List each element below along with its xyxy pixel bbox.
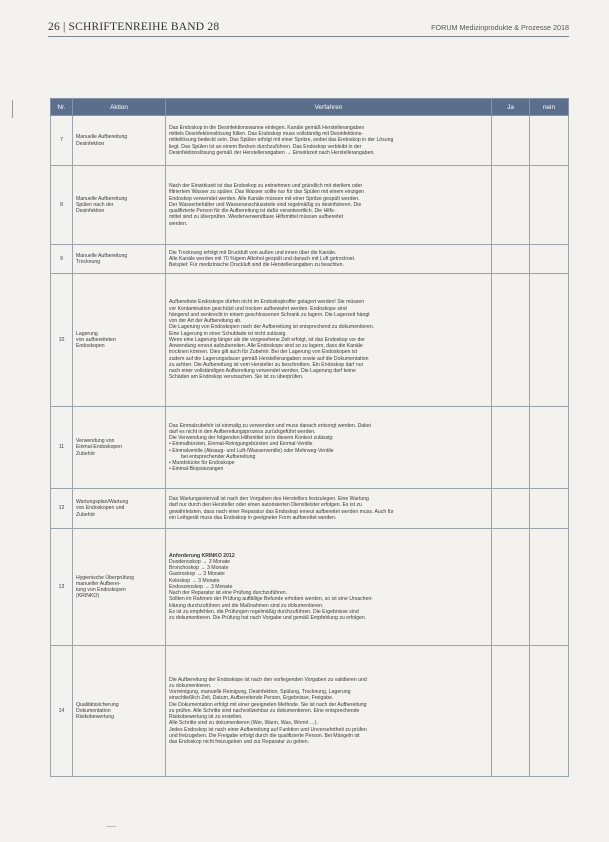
checkbox-ja[interactable] — [492, 489, 530, 529]
procedure-line: zudem auf die Lagerungsdauer gemäß Herstellerangaben sowie auf die Dokumentation — [169, 355, 369, 362]
procedure-line: Anwendung erneut aufzubereiten. Alle Endoskope sind so zu lagern, dass die Kanäle — [169, 343, 363, 350]
procedure-line: Der Wasserbehälter und Wasseranschlussteile sind regelmäßig zu desinfizieren. Die — [169, 201, 362, 208]
action-cell — [73, 489, 166, 529]
header-publication: FORUM Medizinprodukte & Prozesse 2018 — [431, 23, 569, 32]
checkbox-ja[interactable] — [492, 116, 530, 166]
procedure-line: Bronchoskop → 3 Monate — [169, 565, 229, 572]
checkbox-nein[interactable] — [530, 529, 569, 646]
action-line: Desinfektion — [76, 140, 105, 147]
procedure-line: Jedes Endoskop ist nach einer Aufbereitung auf Funktion und Unversehrtheit zu prüfen — [169, 726, 367, 733]
action-cell — [73, 407, 166, 489]
row-number: 11 — [51, 407, 73, 489]
col-header-aktion: Aktion — [73, 99, 166, 116]
procedure-line: Eine Lagerung in einer Schublade ist nicht zulässig. — [169, 330, 287, 337]
procedure-line: Die Aufbereitung der Endoskope ist nach den vorliegenden Vorgaben zu validieren und — [169, 676, 367, 683]
table-row — [51, 489, 569, 529]
procedure-line: und freizugeben. Die Freigabe erfolgt durch die qualifizierte Person. Bei Mängeln ist — [169, 732, 360, 739]
procedure-line: • Mundstücke für Endoskope — [169, 460, 235, 466]
procedure-cell — [166, 116, 492, 166]
row-number: 7 — [51, 116, 73, 166]
procedure-line: Gastroskop → 3 Monate — [169, 571, 225, 578]
checkbox-ja[interactable] — [492, 166, 530, 245]
action-line: Desinfektion — [76, 208, 105, 215]
procedure-line: trocknen können. Dies gilt auch für Zubehör. Bei der Lagerung von Endoskopen ist — [169, 349, 358, 356]
procedure-line: filtriertem Wasser zu spülen. Das Wasser sollte nur für das Spülen mit einem einzigen — [169, 189, 365, 196]
procedure-line: zu achten. Die Aufbereitung ist vom Hersteller zu beschreiben. Ein Endoskop darf nur — [169, 361, 364, 368]
procedure-line: • Einmalventile (Absaug- und Luft-/Wasserventile) oder Mehrweg-Ventile — [169, 447, 334, 454]
footer-mark — [106, 826, 116, 827]
procedure-heading: Anforderung KRINKO 2012 — [169, 552, 235, 559]
procedure-cell — [166, 407, 492, 489]
action-line: manueller Aufberei- — [76, 580, 121, 587]
row-number: 9 — [51, 245, 73, 274]
col-header-nr: Nr. — [51, 99, 73, 116]
action-line: tung von Endoskopen — [76, 587, 126, 593]
checkbox-nein[interactable] — [530, 274, 569, 407]
procedure-line: Nach der Einwirkzeit ist das Endoskop zu entnehmen und gründlich mit sterilem oder — [169, 183, 363, 190]
action-line: Manuelle Aufbereitung — [76, 195, 128, 202]
procedure-line: qualifizierte Person für die Aufbereitung ist dafür verantwortlich. Die Hilfs- — [169, 208, 336, 215]
procedure-line: zu dokumentieren. Die Prüfung hat nach Vorgabe und gemäß Empfehlung zu erfolgen. — [169, 615, 367, 622]
page-header — [48, 22, 569, 37]
action-cell — [73, 245, 166, 274]
procedure-line: • Einmalbürsten, Einmal-Reinigungsbürsten und Einmal-Ventile — [169, 441, 313, 448]
action-line: Manuelle Aufbereitung — [76, 134, 128, 141]
header-series-title: 26 | SCHRIFTENREIHE BAND 28 — [48, 21, 220, 33]
procedure-line: Es ist zu empfehlen, die Prüfungen regelmäßig durchzuführen. Die Ergebnisse sind — [169, 608, 359, 615]
action-cell — [73, 646, 166, 777]
col-header-nein: nein — [530, 99, 569, 116]
procedure-line: zu prüfen. Alle Schritte sind nachvollziehbar zu dokumentieren. Eine entsprechende — [169, 707, 360, 714]
action-line: Lagerung — [76, 330, 98, 337]
procedure-line: Alle Schritte sind zu dokumentieren (Wer, Wann, Was, Womit …). — [169, 720, 318, 727]
procedure-line: ein Leihgerät muss das Endoskop in geeigneter Form aufbereitet werden. — [169, 514, 337, 521]
checkbox-ja[interactable] — [492, 245, 530, 274]
action-line: Spülen nach der — [76, 201, 114, 208]
table-row — [51, 274, 569, 407]
procedure-line: • Einmal-Biopsiezangen — [169, 466, 224, 473]
procedure-table — [50, 98, 569, 777]
checkbox-nein[interactable] — [530, 407, 569, 489]
table-header-row — [51, 99, 569, 116]
row-number: 12 — [51, 489, 73, 529]
procedure-line: Das Endoskop in die Desinfektionswanne einlegen. Kanäle gemäß Herstellerangaben — [169, 124, 365, 131]
checkbox-ja[interactable] — [492, 274, 530, 407]
procedure-line: Risikobewertung ist zu erstellen. — [169, 714, 243, 721]
procedure-line: darf es nicht in den Aufbereitungsprozess zurückgeführt werden. — [169, 428, 316, 435]
checkbox-nein[interactable] — [530, 489, 569, 529]
procedure-line: Endoskop verwendet werden. Alle Kanäle müssen mit einer Spritze gespült werden. — [169, 195, 360, 202]
procedure-line: mittellösung bedeckt sein. Das Spülen erfolgt mit einer Spritze, wobei das Endoskop in der Lösung — [169, 137, 394, 144]
procedure-line: darf nur durch den Hersteller oder einen autorisierten Dienstleister erfolgen. Es ist zu — [169, 502, 362, 509]
procedure-line: mittels Desinfektionslösung füllen. Das Endoskop muss vollständig mit Desinfektions- — [169, 131, 364, 138]
row-number: 8 — [51, 166, 73, 245]
action-line: (KRINKO) — [76, 593, 100, 600]
table-row — [51, 245, 569, 274]
procedure-cell — [166, 646, 492, 777]
action-line: Endoskopen — [76, 343, 105, 350]
procedure-line: werden. — [169, 220, 188, 227]
procedure-line: Desinfektionslösung gemäß der Herstellerangaben → Einwirkzeit nach Herstellerangaben. — [169, 149, 375, 156]
procedure-line: Schäden am Endoskop verursachen. Sie ist zu überprüfen. — [169, 374, 304, 381]
procedure-line: Duodenoskop → 3 Monate — [169, 558, 231, 565]
action-line: Manuelle Aufbereitung — [76, 252, 128, 259]
action-line: Verwendung von — [76, 438, 115, 445]
procedure-cell — [166, 489, 492, 529]
action-cell — [73, 529, 166, 646]
procedure-line: Das Wartungsintervall ist nach den Vorgaben des Herstellers festzulegen. Eine Wartung — [169, 496, 369, 502]
procedure-line: einschließlich Zeit, Datum, Aufbereitende Person, Ergebnisse, Freigabe. — [169, 695, 334, 702]
action-line: Zubehör — [76, 511, 96, 518]
procedure-line: Das Einmalzubehör ist einmalig zu verwenden und muss danach entsorgt werden. Dabei — [169, 422, 372, 429]
action-line: Hygienische Überprüfung — [76, 574, 135, 581]
margin-mark — [12, 100, 13, 118]
procedure-line: Wenn eine Lagerung länger als die vorgesehene Zeit erfolgt, ist das Endoskop vor der — [169, 336, 365, 343]
checkbox-nein[interactable] — [530, 245, 569, 274]
checkbox-nein[interactable] — [530, 166, 569, 245]
procedure-line: hängend und senkrecht in einem geschlossenen Schrank zu lagern. Die Lagerzeit hängt — [169, 311, 370, 318]
table-row — [51, 166, 569, 245]
checkbox-ja[interactable] — [492, 529, 530, 646]
procedure-line: Sollten im Rahmen der Prüfung auffällige Befunde erhoben werden, so ist eine Ursachen- — [169, 596, 373, 603]
action-line: Wartungsplan/Wartung — [76, 499, 129, 506]
table-row — [51, 529, 569, 646]
col-header-verfahren: Verfahren — [166, 99, 492, 116]
procedure-cell — [166, 245, 492, 274]
action-line: Trocknung — [76, 259, 101, 265]
procedure-cell — [166, 166, 492, 245]
action-line: Dokumentation — [76, 707, 111, 714]
table-row — [51, 646, 569, 777]
procedure-line: Die Verwendung der folgenden Hilfsmittel ist in diesem Kontext zulässig: — [169, 435, 334, 441]
action-line: Qualitätssicherung — [76, 701, 119, 708]
procedure-cell — [166, 529, 492, 646]
checkbox-ja[interactable] — [492, 646, 530, 777]
procedure-line: Vorreinigung, manuelle Reinigung, Desinfektion, Spülung, Trocknung, Lagerung — [169, 689, 351, 696]
action-cell — [73, 274, 166, 407]
checkbox-nein[interactable] — [530, 646, 569, 777]
procedure-line: mittel sind zu überprüfen. Wiederverwendbare Hilfsmittel müssen aufbereitet — [169, 214, 344, 221]
action-line: Zubehör — [76, 450, 96, 457]
checkbox-ja[interactable] — [492, 407, 530, 489]
row-number: 14 — [51, 646, 73, 777]
action-line: von aufbereiteten — [76, 336, 116, 343]
table-row — [51, 116, 569, 166]
row-number: 10 — [51, 274, 73, 407]
procedure-line: von der Art der Aufbereitung ab. — [169, 318, 242, 325]
procedure-line: Beispiel: Für medizinische Druckluft sind die Herstellerangaben zu beachten. — [169, 262, 344, 269]
procedure-line: Aufbereitete Endoskope dürfen nicht im Endoskopkoffer gelagert werden! Sie müssen — [169, 299, 365, 306]
procedure-line: Die Lagerung von Endoskopen nach der Aufbereitung ist entsprechend zu dokumentieren. — [169, 324, 375, 331]
procedure-line: Endosonoskop → 3 Monate — [169, 583, 233, 590]
table-body — [51, 116, 569, 777]
row-number: 13 — [51, 529, 73, 646]
procedure-line: vor Kontamination geschützt und trocken aufbewahrt werden. Endoskope sind — [169, 305, 347, 312]
procedure-line: liegt. Das Spülen ist an einem Becken durchzuführen. Das Endoskop verbleibt in der — [169, 143, 362, 150]
action-cell — [73, 116, 166, 166]
action-cell — [73, 166, 166, 245]
col-header-ja: Ja — [492, 99, 530, 116]
procedure-line: zu dokumentieren. — [169, 682, 212, 689]
procedure-line: gewährleisten, dass nach einer Reparatur das Endoskop erneut aufbereitet werden muss. Auch für — [169, 508, 394, 515]
procedure-line: Die Trocknung erfolgt mit Druckluft von außen und innen über die Kanäle. — [169, 249, 337, 256]
procedure-cell — [166, 274, 492, 407]
action-line: von Endoskopen und — [76, 505, 125, 512]
procedure-line: klärung durchzuführen und die Maßnahmen sind zu dokumentieren. — [169, 602, 324, 609]
procedure-line: Alle Kanäle werden mit 70 %igem Alkohol gespült und danach mit Luft getrocknet. — [169, 255, 356, 262]
procedure-line: bei entsprechender Aufbereitung — [181, 453, 256, 460]
procedure-line: nach einer vollständigen Aufbereitung verwendet werden. Die Lagerung darf keine — [169, 368, 356, 375]
checkbox-nein[interactable] — [530, 116, 569, 166]
action-line: Einmal-Endoskopen — [76, 444, 123, 451]
table-row — [51, 407, 569, 489]
procedure-line: das Endoskop nicht freizugeben und zur Reparatur zu geben. — [169, 739, 310, 746]
action-line: Risikobewertung — [76, 714, 115, 721]
procedure-line: Nach der Reparatur ist eine Prüfung durchzuführen. — [169, 590, 288, 597]
procedure-line: Koloskop → 3 Monate — [169, 577, 220, 584]
procedure-line: Die Dokumentation erfolgt mit einer geeigneten Methode. Sie ist nach der Aufbereitung — [169, 701, 367, 708]
